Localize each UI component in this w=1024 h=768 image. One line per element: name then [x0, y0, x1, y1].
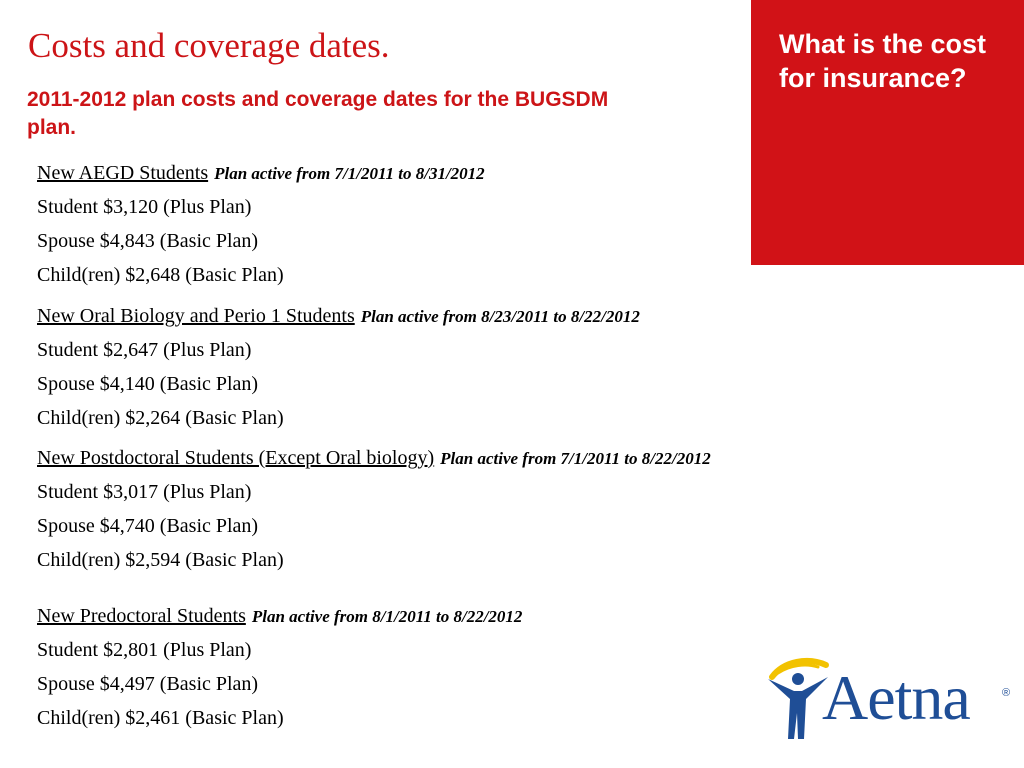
aetna-logo	[764, 655, 1014, 745]
section-name: New Oral Biology and Perio 1 Students	[37, 305, 355, 327]
cost-line-student: Student $3,120 (Plus Plan)	[37, 196, 252, 218]
section-name: New AEGD Students	[37, 162, 209, 184]
section-heading	[37, 157, 485, 190]
section-name: New Predoctoral Students	[37, 605, 246, 627]
section-dates: Plan active from 8/1/2011 to 8/22/2012	[251, 607, 523, 626]
cost-line-student: Student $2,801 (Plus Plan)	[37, 639, 252, 661]
slide-title: Costs and coverage dates.	[28, 26, 390, 65]
section-name: New Postdoctoral Students (Except Oral biology)	[37, 447, 435, 469]
callout-text: What is the cost for insurance?	[779, 29, 987, 93]
callout-box	[751, 0, 1024, 265]
aetna-wordmark: Aetna	[822, 662, 970, 733]
cost-line-children: Child(ren) $2,648 (Basic Plan)	[37, 264, 284, 286]
cost-line-spouse: Spouse $4,497 (Basic Plan)	[37, 673, 259, 695]
section-heading	[37, 442, 711, 475]
section-predoctoral	[37, 600, 522, 735]
cost-line-student: Student $2,647 (Plus Plan)	[37, 339, 252, 361]
section-oral-biology	[37, 300, 640, 435]
cost-line-spouse: Spouse $4,740 (Basic Plan)	[37, 515, 259, 537]
registered-mark: ®	[1002, 687, 1011, 699]
cost-line-children: Child(ren) $2,594 (Basic Plan)	[37, 549, 284, 571]
cost-line-student: Student $3,017 (Plus Plan)	[37, 481, 252, 503]
section-aegd	[37, 157, 485, 292]
section-heading	[37, 300, 640, 333]
section-dates: Plan active from 7/1/2011 to 8/31/2012	[214, 164, 485, 183]
section-postdoctoral	[37, 442, 711, 577]
slide-subtitle: 2011-2012 plan costs and coverage dates for the BUGSDM plan.	[27, 88, 609, 139]
cost-line-children: Child(ren) $2,264 (Basic Plan)	[37, 407, 284, 429]
section-dates: Plan active from 8/23/2011 to 8/22/2012	[360, 307, 640, 326]
section-dates: Plan active from 7/1/2011 to 8/22/2012	[440, 449, 711, 468]
cost-line-spouse: Spouse $4,140 (Basic Plan)	[37, 373, 259, 395]
cost-line-children: Child(ren) $2,461 (Basic Plan)	[37, 707, 284, 729]
section-heading	[37, 600, 522, 633]
cost-line-spouse: Spouse $4,843 (Basic Plan)	[37, 230, 259, 252]
